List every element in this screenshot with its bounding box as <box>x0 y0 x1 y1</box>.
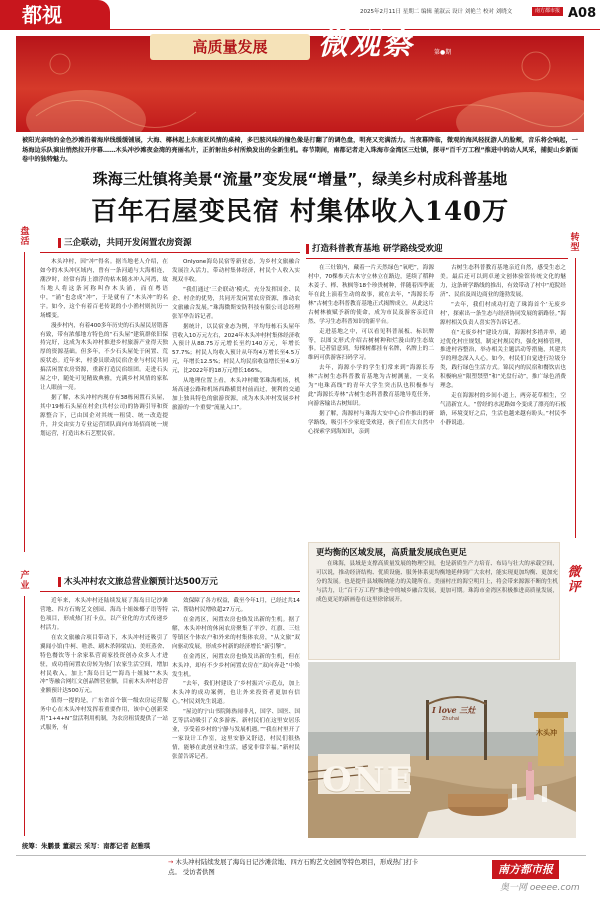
lead-paragraph: 被阳光亲吻的金色沙滩沿着海岸线缓缓铺展，大海、椰林起上东南亚风情的桌椅，多巴胺风味的撞色像是打翻了的调色盘，明亮又充满活力。当夜幕降临，微观的海风轻抚游人的脸颊，音乐将会响起，一场海边乐队演出悄然拉开序幕……木头冲沙滩夜金湾的亮丽名片，正折射出乡村所焕发出的全新生机。春节期间，南都记者走入珠海市金湾区三灶镇，探寻“百千万工程”推进中的动人风采，捕捉山乡新面卷中的独特魅力。 <box>22 137 578 164</box>
commentary-text: 在珠海，县域是支撑高质量发展的物理空间，也是新质生产力培育、布局与壮大的承载空间，可以说，推动经济结构、优质设施、服务体系更均衡地延伸到广大农村，能实现更加均衡、更加充分的发展。也是提升县域吸纳能力的关键所在。美丽村庄的海空明月上，将会带来源源不断的生机与活力，让“百千万工程”推进中的城乡融合发展，更加可期。珠海市金湾区积极推进高质量发展，成色更足的新画卷在这里徐徐展开。 <box>316 561 558 604</box>
newspaper-logo: 南方都市报 <box>492 860 559 879</box>
paragraph: 走进基地之中，可以看见科普展板、标识牌等，以图文形式介绍古树树种和烂漫山的生态故事。记者留意到，每棵树都挂有名牌，名牌上的二维码可供游客扫码学习。 <box>308 328 434 362</box>
banner-calligraphy: 微观察 <box>318 27 414 62</box>
main-headline: 百年石屋变民宿 村集体收入140万 <box>90 197 510 227</box>
side-rule-right <box>575 258 576 538</box>
paragraph: Onlyone海岛民宿等新业态，为乡村文旅融合发展注入活力，带动村集体经济，村民个人收入实现双丰收。 <box>172 259 300 283</box>
photo-right-label: 木头冲 <box>536 729 557 737</box>
paragraph: “我们通过‘三企联动’模式，充分发挥国企、民企、村企的优势，共同开发闲置农房资源，推动农文旅融合发展。”珠海微斯安防科技有限公司总经理张军华告诉记者。 <box>172 286 300 320</box>
paragraph: 木头冲村，因“冲”得名。据当地老人介绍，在如今的木头冲区域内，曾有一条河通与大海相连，潮汐时，经常有海上漂浮的枯木随水冲入河湾，故当地人将这条河称叫作木头涌，而在粤语中，“涌”也念成“冲”，于是就有了“木头冲”的名字。如今，这个有着百老传说的小小渔村则抗历一场蝶变。 <box>40 259 168 319</box>
section1-col2 <box>172 258 300 558</box>
section3-title: 木头冲村农文旅总营业额预计达500万元 <box>64 577 218 587</box>
paragraph: “屋边的宁山书院陈热闹非凡，国学、国医、国艺等活动吸引了众多游客。新村民们在这里安居乐业，享受着乡村的宁静与发展机遇。”“我在村里开了一家设计工作室，这里安静又舒适，村民们很热情，能够在此创业和生活，感觉非常幸福。”新村民张蕾告诉记者。 <box>172 709 300 760</box>
section3-col2 <box>172 597 300 837</box>
side-tab-right-top: 转型 <box>570 233 580 253</box>
page-number: A08 <box>568 6 597 21</box>
paragraph: 古树生态科普教育基地亲近自然，感受生态之美。最后还可以到卓递文创体验馆传统文化的魅力，这条研学路线的推出，有效带动了村中“庭院经济”、民宿及周边商业的蓬勃发展。 <box>440 265 566 298</box>
section1-rule <box>40 252 300 253</box>
site-watermark: 奥一网 oeeee.com <box>500 883 580 893</box>
paragraph: “去年，我们村成功打造了珠海首个‘无废乡村’，探索出一条生态与经济协同发展的新路径。”海源村相关负责人喜实答告诉记者。 <box>440 301 566 326</box>
caption-arrow-icon: → <box>168 858 176 866</box>
section1-col1 <box>40 258 168 558</box>
paragraph: 值得一提的是，广东省首个镇一级农房运营服务中心在木头冲村发挥着重要作用，该中心创新采用“1+4+N”盘活利用机制，为农房租赁提供了一站式服务，有 <box>40 698 168 732</box>
section2-rule <box>306 258 568 259</box>
section1-title: 三企联动，共同开发闲置农房资源 <box>64 238 192 248</box>
photo-sign-sub: Zhuhai <box>442 716 460 722</box>
paragraph: 在金湾区，闲置农房也焕发出新的生机，但在木头冲，却有不少乡村闲置农房在“双向奔赴”中焕发生机。 <box>172 653 300 678</box>
sub-headline: 珠海三灶镇将美景“流量”变发展“增量”，绿美乡村成科普基地 <box>92 170 508 188</box>
section2-col2 <box>440 264 566 536</box>
side-rule-left-2 <box>24 596 25 836</box>
paragraph: 据了解，海源村与珠海大安中心合作推出的研学路线，吸引不少家庭受欢迎，孩子们在大自然中心探索学到海知识，亲到 <box>308 411 434 435</box>
bottom-rule <box>16 855 586 856</box>
paragraph: 从地理位置上看，木头冲村毗邻珠海机场，机场高速公路和机场西路横贯村前而过，便利的交通加上独具特色的旅游资源，成为木头冲村发展乡村旅游的一个重要“流量入口”。 <box>172 378 300 411</box>
paragraph: 据了解，木头冲村内现存有38栋闲置石头屋，其中19栋石头屋在村企(共村公司)的协调引导和资源整合下，已由国企对其统一租赁、统一改造提升，并交由实力专业运营团队面向市场招商统一规划运营，打造出木石艺墅民宿。 <box>40 395 168 437</box>
top-rule <box>0 29 600 30</box>
paragraph: 在金湾区，闲置农房也焕发出新的生机。据了解，木头冲村的休闲农房聚集了平沙、红旗、三灶等镇区个体农户和外来的村集体农房，“从文旅”双向驱动发展，形成乡村新的经济增长“新引擎”。 <box>172 616 300 650</box>
paragraph: 近年来，木头冲村还陆续发展了海岛日记沙滩营地、四方石购艺文创园、海岛十姐妹椰子语等特色项目，形成热门打卡点，以产业化的方式传递乡村活力。 <box>40 598 168 631</box>
paragraph: 据统计，以民宿业态为例，平均每栋石头屋年营收入10万元左右，2024年木头冲村村集体经济收入预计从88.75万元增长至约140万元，年增长57.7%；村民人均收入预计从年均4万增长至4.5万元，年增长12.5%；村民人均民宿收益增长至4.9万元，比2022年的18万元增长166%。 <box>172 323 300 375</box>
beach-photo <box>308 662 576 838</box>
paragraph: 走在海源村的乡间小道上，两旁花草相生，空气清新宜人。“曾经的水泥路如今变成了漂亮的石板路，环境变好之后，生活也越来越有盼头。”村民李小静说道。 <box>440 393 566 426</box>
paper-tag: 南方都市报 <box>532 7 563 16</box>
section2-marker <box>306 244 309 254</box>
section1-marker <box>58 238 61 248</box>
paragraph: 在三灶镇内，藏着一片天然绿色“氧吧”，海源村中，70棵参天古木守立林立在路边，延续了稻种木姜子、榉、秋枫等18个珍贵树种，伴随着四季流年在此上演着生动的故事，就在去年，“海源长寿林”古树生态科普教育基地正式揭牌成立，从此这片古树林被赋予新的使命，成为市民及游客亲近自然、学习生态科普知识的新平台。 <box>308 265 434 325</box>
paragraph: 在农文旅融合项目带动下，木头冲村还吸引了翼闻小馆(牛柯、啥杀、刷木杀韩梁店)、美旺蒸舍、特色餐饮等十余家私营商家投资创办众多人才进驻，成功将闲置农房转为热门农家生活空间，增加村民收入，加上“海岛日记”“海岛十姐妹”“木头冲”等融合网红文创品牌营业额，目前木头冲村总营业额预计达500万元。 <box>40 634 168 695</box>
paragraph: 在“无废乡村”建设方面，海源村多措并举，通过优化村庄规划，制定村规民约，强化网格管理，推进村容整治，举办相关主题活动等措施，其建共享的理念深入人心。如今，村民们自觉进行垃圾分类，践行绿色生活方式。锦民内的民宿和餐饮店也积极响应“限塑禁塑”和“光盘行动”，推广绿色消费理念。 <box>440 329 566 390</box>
section3-rule <box>40 591 300 592</box>
caption-text: 木头冲村陆续发展了海岛日记沙滩营地、四方石购艺文创园等特色项目，形成热门打卡点。 受访者供图 <box>168 858 419 876</box>
side-tab-left-top: 盘活 <box>20 227 30 247</box>
section3-col1 <box>40 597 168 837</box>
banner-issue: 第●期 <box>434 49 452 56</box>
section2-col1 <box>308 264 434 536</box>
photo-letters: ONE <box>322 760 415 800</box>
section-badge: 都视 <box>0 0 110 30</box>
commentary-side-label: 微评 <box>567 565 581 595</box>
photo-caption <box>168 858 430 877</box>
photo-illustration <box>308 662 576 838</box>
paragraph: 漫步村内，有着400多年历史的石头屋民居错落有致，带有浓郁地方特色的“石头屋”建筑群依旧保持完好，这成为木头冲村推进乡村旅游产业得天独厚的资源基础。但多年，不少石头屋处于闲置、荒废状态。近年来，村委员联动民宿企业与村民共同搞活闲置农房资源，重新打造民宿组团。走进石头屋之中，随处可见精致典雅，充满乡村风情的家私让人眼前一亮。 <box>40 322 168 392</box>
section3-marker <box>58 577 61 587</box>
issue-meta: 2025年2月11日 星期二 编辑 董淑云 设计 刘艳兰 校对 刘晓文 <box>360 9 513 15</box>
side-rule-left <box>24 252 25 552</box>
byline: 统筹：朱鹏景 董淑云 采写：南都记者 赵雅琪 <box>22 842 151 850</box>
section2-title: 打造科普教育基地 研学路线受欢迎 <box>312 244 443 254</box>
paragraph: 去年，海源小学的学生们常来到“海源长寿林”古树生态科普教育基地为古树测量，一支名为“电珠高线”的青年大学生突击队也积极参与此“海源长寿林”古树生态科普教育基地导览任务，向游客输出古树知识。 <box>308 365 434 408</box>
side-tab-left-bottom: 产业 <box>20 571 30 591</box>
photo-sign-text: I love 三灶 <box>432 705 476 715</box>
paragraph: “去年，我们村建设了‘乡村振兴’示范点，加上木头冲的成功案例，也让外来投资者更加有信心。”村民刘先生说道。 <box>172 681 300 706</box>
commentary-title: 更均衡的区域发展，高质量发展成色更足 <box>316 547 467 557</box>
banner-label: 高质量发展 <box>150 34 310 60</box>
paragraph: 效保障了各方权益，截至今年1月，已经过共14宗，帮助村民增收超27万元。 <box>172 598 300 613</box>
